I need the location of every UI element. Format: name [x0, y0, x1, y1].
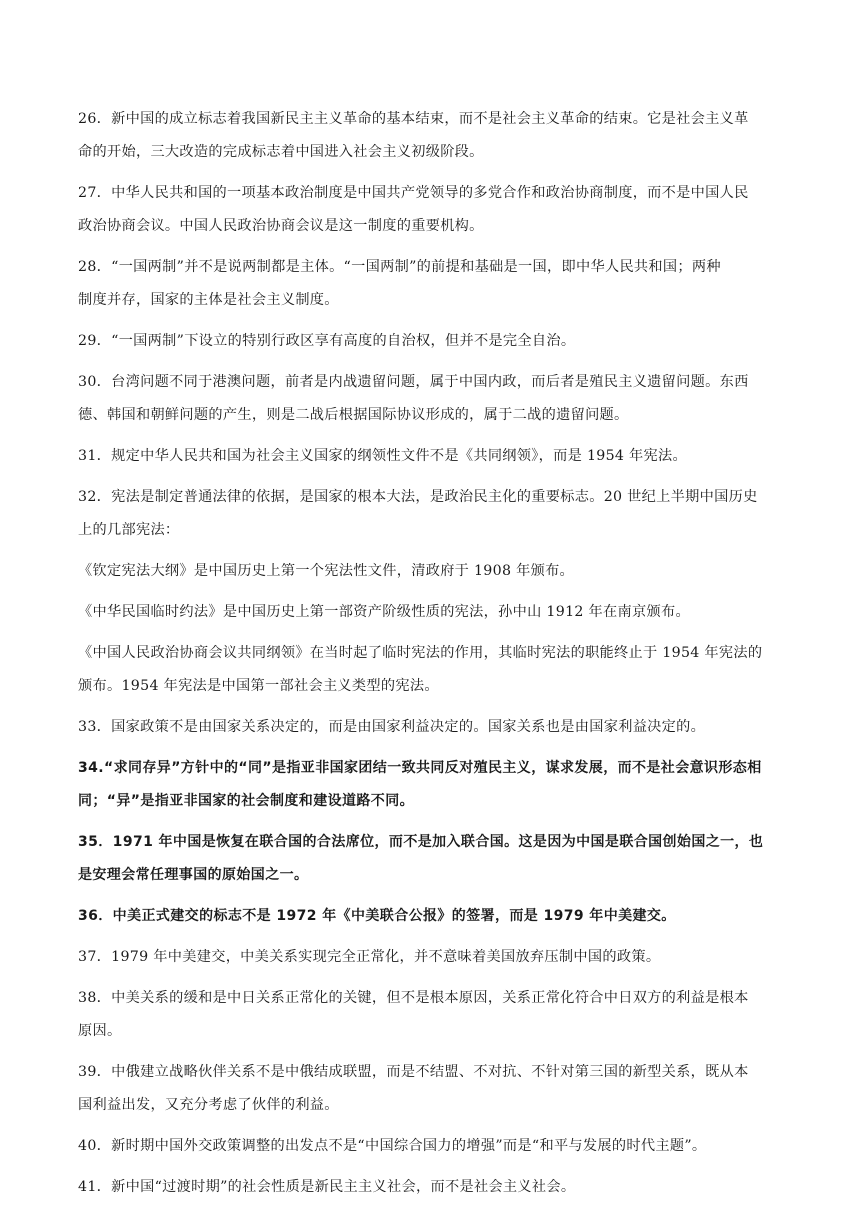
text-line: 40．新时期中国外交政策调整的出发点不是“中国综合国力的增强”而是“和平与发展的时代主题”。 [78, 1138, 707, 1154]
paragraph [78, 177, 784, 243]
text-line: 31．规定中华人民共和国为社会主义国家的纲领性文件不是《共同纲领》，而是 1954 年宪法。 [78, 448, 688, 464]
paragraph [78, 637, 784, 703]
text-line: 原因。 [78, 1023, 122, 1039]
text-line: 33．国家政策不是由国家关系决定的，而是由国家利益决定的。国家关系也是由国家利益决定的。 [78, 719, 706, 735]
paragraph [78, 941, 784, 974]
text-line: 《钦定宪法大纲》是中国历史上第一个宪法性文件，清政府于 1908 年颁布。 [78, 563, 575, 579]
paragraph [78, 596, 784, 629]
paragraph [78, 103, 784, 169]
text-line: 37．1979 年中美建交，中美关系实现完全正常化，并不意味着美国放弃压制中国的政策。 [78, 949, 661, 965]
paragraph [78, 826, 784, 892]
document-page [78, 103, 784, 1212]
text-line: 34.“求同存异”方针中的“同”是指亚非国家团结一致共同反对殖民主义，谋求发展，而不是社会意识形态相 [78, 760, 762, 776]
paragraph [78, 1171, 784, 1204]
text-line: 27．中华人民共和国的一项基本政治制度是中国共产党领导的多党合作和政治协商制度，而不是中国人民 [78, 185, 749, 201]
text-line: 28．“一国两制”并不是说两制都是主体。“一国两制”的前提和基础是一国，即中华人民共和国；两种 [78, 259, 721, 275]
paragraph [78, 900, 784, 933]
paragraph [78, 752, 784, 818]
paragraph [78, 555, 784, 588]
text-line: 36．中美正式建交的标志不是 1972 年《中美联合公报》的签署，而是 1979 年中美建交。 [78, 908, 676, 924]
text-line: 制度并存，国家的主体是社会主义制度。 [78, 292, 339, 308]
text-line: 德、韩国和朝鲜问题的产生，则是二战后根据国际协议形成的，属于二战的遗留问题。 [78, 407, 629, 423]
paragraph [78, 1130, 784, 1163]
text-line: 29．“一国两制”下设立的特别行政区享有高度的自治权，但并不是完全自治。 [78, 333, 576, 349]
paragraph [78, 982, 784, 1048]
text-line: 命的开始，三大改造的完成标志着中国进入社会主义初级阶段。 [78, 144, 484, 160]
paragraph [78, 1056, 784, 1122]
text-line: 35．1971 年中国是恢复在联合国的合法席位，而不是加入联合国。这是因为中国是联合国创始国之一，也 [78, 834, 764, 850]
text-line: 国利益出发，又充分考虑了伙伴的利益。 [78, 1097, 339, 1113]
text-line: 32．宪法是制定普通法律的依据，是国家的根本大法，是政治民主化的重要标志。20 世纪上半期中国历史 [78, 489, 758, 505]
text-line: 41．新中国“过渡时期”的社会性质是新民主主义社会，而不是社会主义社会。 [78, 1179, 576, 1195]
text-line: 《中国人民政治协商会议共同纲领》在当时起了临时宪法的作用，其临时宪法的职能终止于 1954 年宪法的 [78, 645, 763, 661]
text-line: 30．台湾问题不同于港澳问题，前者是内战遗留问题，属于中国内政，而后者是殖民主义遗留问题。东西 [78, 374, 749, 390]
text-line: 颁布。1954 年宪法是中国第一部社会主义类型的宪法。 [78, 678, 439, 694]
text-line: 政治协商会议。中国人民政治协商会议是这一制度的重要机构。 [78, 218, 484, 234]
paragraph [78, 251, 784, 317]
text-line: 39．中俄建立战略伙伴关系不是中俄结成联盟，而是不结盟、不对抗、不针对第三国的新型关系，既从本 [78, 1064, 749, 1080]
text-line: 38．中美关系的缓和是中日关系正常化的关键，但不是根本原因，关系正常化符合中日双方的利益是根本 [78, 990, 749, 1006]
paragraph [78, 711, 784, 744]
paragraph [78, 366, 784, 432]
text-line: 《中华民国临时约法》是中国历史上第一部资产阶级性质的宪法，孙中山 1912 年在南京颁布。 [78, 604, 690, 620]
text-line: 上的几部宪法： [78, 522, 180, 538]
paragraph [78, 440, 784, 473]
text-line: 26．新中国的成立标志着我国新民主主义革命的基本结束，而不是社会主义革命的结束。它是社会主义革 [78, 111, 749, 127]
text-line: 是安理会常任理事国的原始国之一。 [78, 867, 309, 883]
text-line: 同；“异”是指亚非国家的社会制度和建设道路不同。 [78, 793, 415, 809]
paragraph [78, 325, 784, 358]
paragraph [78, 481, 784, 547]
